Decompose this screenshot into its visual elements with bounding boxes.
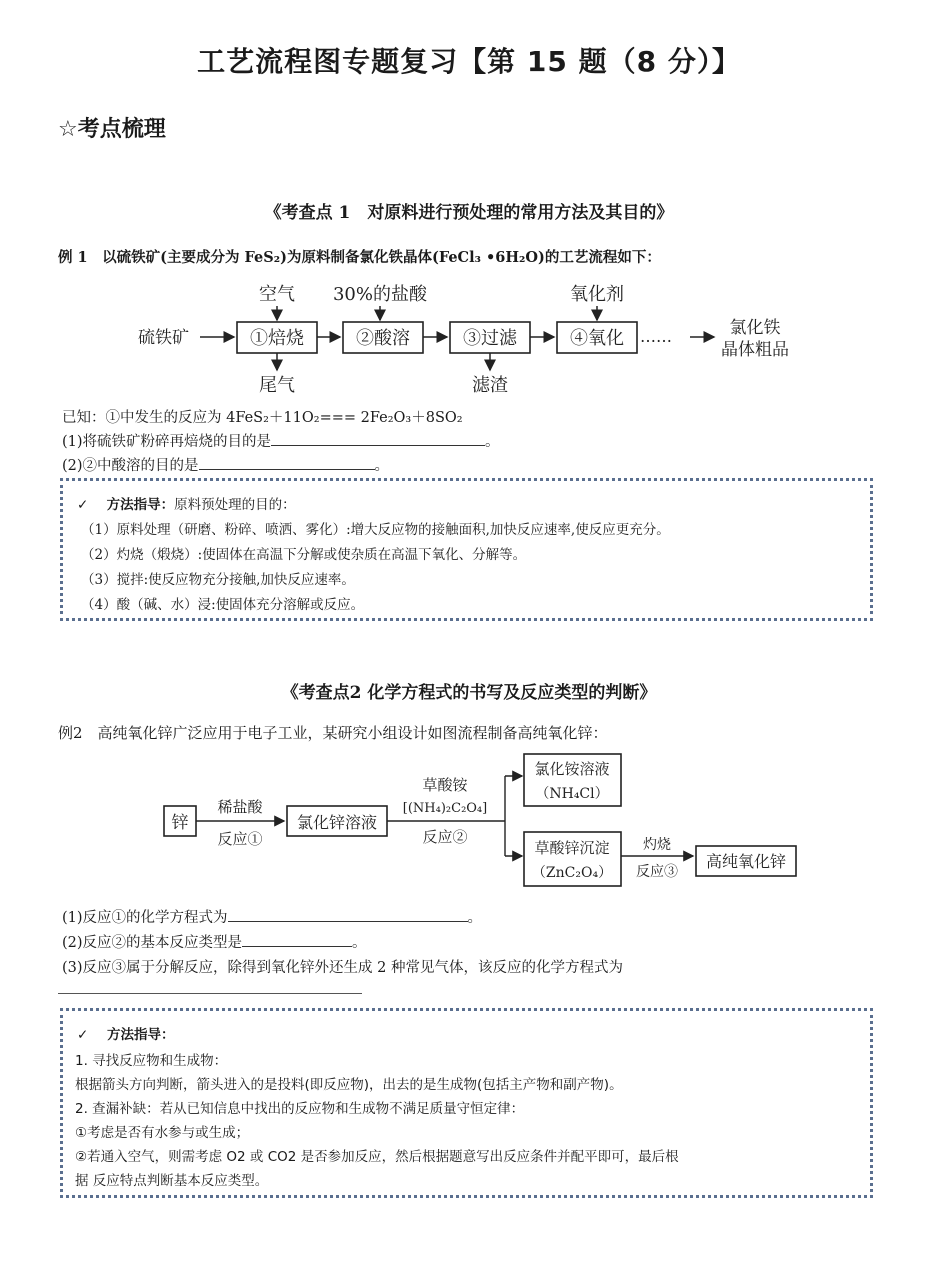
guide2-line: 1. 寻找反应物和生成物： (75, 1053, 228, 1069)
example2-text: 例2 高纯氧化锌广泛应用于电子工业，某研究小组设计如图流程制备高纯氧化锌： (58, 724, 608, 742)
step4-label: ④氧化 (570, 328, 624, 349)
guide1-item: （4）酸（碱、水）浸:使固体充分溶解或反应。 (81, 597, 365, 613)
question-2-1: (1)反应①的化学方程式为 。 (62, 906, 482, 927)
zno-label: 高纯氧化锌 (705, 852, 787, 871)
check-icon: ✓ (77, 497, 89, 513)
method-guide-box-1 (60, 478, 873, 621)
guide1-item: （3）搅拌:使反应物充分接触,加快反应速率。 (81, 572, 355, 588)
nh4cl-name: 氯化铵溶液 (534, 760, 610, 778)
reaction2-label: 反应② (422, 828, 468, 846)
guide1-item: （1）原料处理（研磨、粉碎、喷洒、雾化）:增大反应物的接触面积,加快反应速率,使反应更充分。 (81, 522, 670, 538)
question-1-1: (1)将硫铁矿粉碎再焙烧的目的是 。 (62, 430, 500, 451)
reaction3-label: 反应③ (636, 864, 678, 880)
step1-label: ①焙烧 (250, 328, 304, 349)
input-label: 硫铁矿 (138, 328, 189, 348)
flow-diagram-2 (160, 748, 800, 896)
ellipsis: …… (640, 327, 672, 346)
answer-blank[interactable] (199, 455, 375, 470)
air-label: 空气 (259, 284, 295, 305)
reaction1-label: 反应① (217, 830, 263, 848)
hcl-label: 稀盐酸 (217, 798, 263, 816)
guide2-line: ①考虑是否有水参与或生成； (75, 1125, 250, 1141)
acid-label: 30%的盐酸 (332, 284, 428, 305)
zinc-label: 锌 (171, 813, 189, 833)
step2-label: ②酸溶 (356, 328, 410, 349)
guide2-line: ②若通入空气，则需考虑 O2 或 CO2 是否参加反应，然后根据题意写出反应条件并配平即可，最后根 (75, 1149, 679, 1165)
oxalate-formula: [(NH₄)₂C₂O₄] (402, 801, 488, 816)
oxidant-label: 氧化剂 (570, 284, 624, 305)
product-line2: 晶体粗品 (721, 340, 789, 360)
product-line1: 氯化铁 (729, 318, 781, 338)
flow-diagram-1 (130, 278, 810, 406)
known-reaction: 已知：①中发生的反应为 4FeS₂＋11O₂=== 2Fe₂O₃＋8SO₂ (62, 410, 463, 426)
guide2-line: 2. 查漏补缺：若从已知信息中找出的反应物和生成物不满足质量守恒定律： (75, 1101, 525, 1117)
check-icon: ✓ (77, 1027, 89, 1043)
topic2-heading: 《考查点2 化学方程式的书写及反应类型的判断》 (281, 683, 657, 703)
answer-blank[interactable] (271, 431, 485, 446)
guide2-line: 根据箭头方向判断，箭头进入的是投料(即反应物)，出去的是生成物(包括主产物和副产物)。 (75, 1077, 623, 1093)
answer-blank[interactable] (242, 932, 352, 947)
answer-blank[interactable] (228, 907, 468, 922)
answer-blank[interactable] (58, 993, 362, 994)
guide2-header: ✓ 方法指导： (77, 1027, 175, 1043)
nh4cl-formula: （NH₄Cl） (535, 786, 609, 802)
oxalate-label: 草酸铵 (422, 776, 468, 794)
zncl2-label: 氯化锌溶液 (296, 813, 378, 832)
guide1-item: （2）灼烧（煅烧）:使固体在高温下分解或使杂质在高温下氧化、分解等。 (81, 547, 527, 563)
section-heading: ☆考点梳理 (58, 117, 166, 142)
guide1-header: ✓ 方法指导：原料预处理的目的： (77, 497, 296, 513)
example1-text: 例 1 以硫铁矿(主要成分为 FeS₂)为原料制备氯化铁晶体(FeCl₃ •6H₂O)的工艺流程如下： (58, 249, 661, 266)
question-2-3: (3)反应③属于分解反应，除得到氧化锌外还生成 2 种常见气体，该反应的化学方程式为 (62, 960, 623, 976)
znc2o4-name: 草酸锌沉淀 (534, 839, 610, 857)
step3-label: ③过滤 (463, 328, 517, 349)
znc2o4-formula: （ZnC₂O₄） (531, 865, 613, 881)
page-title: 工艺流程图专题复习【第 15 题（8 分）】 (197, 45, 741, 78)
topic1-heading: 《考查点 1 对原料进行预处理的常用方法及其目的》 (264, 203, 674, 223)
waste-gas-label: 尾气 (259, 375, 295, 396)
burn-label: 灼烧 (643, 837, 671, 853)
question-1-2: (2)②中酸溶的目的是 。 (62, 454, 389, 475)
guide2-line: 据 反应特点判断基本反应类型。 (75, 1173, 269, 1189)
method-guide-box-2 (60, 1008, 873, 1198)
residue-label: 滤渣 (472, 375, 508, 396)
question-2-2: (2)反应②的基本反应类型是 。 (62, 931, 367, 952)
